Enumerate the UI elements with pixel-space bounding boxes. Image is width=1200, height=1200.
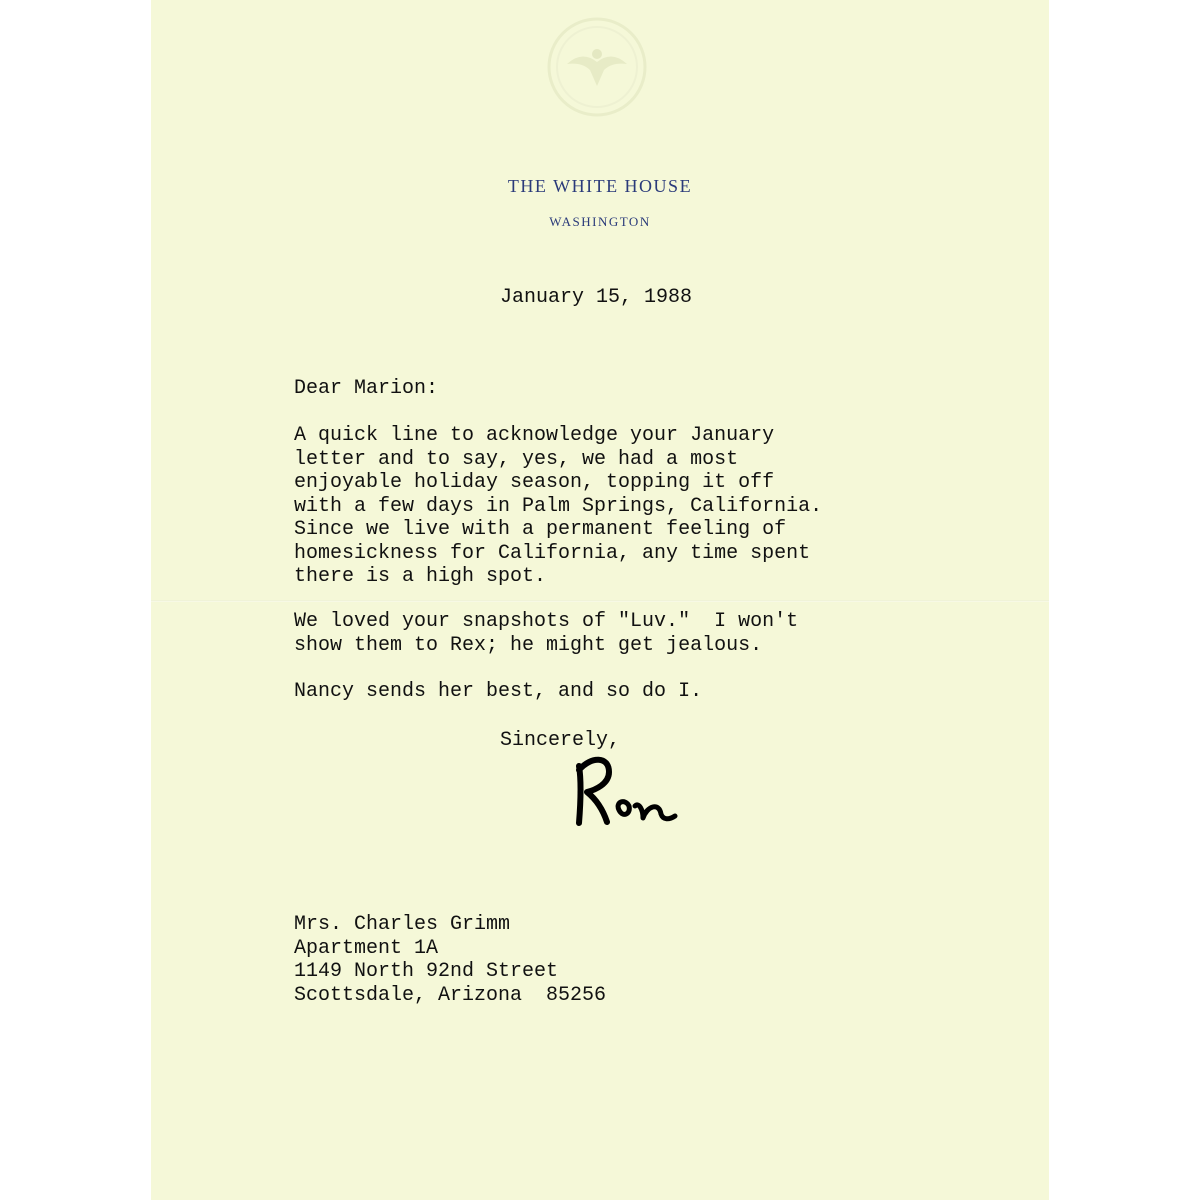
recipient-name: Mrs. Charles Grimm [294, 913, 511, 936]
letter-page [151, 0, 1049, 1200]
letterhead-title: THE WHITE HOUSE [507, 176, 693, 196]
recipient-street: 1149 North 92nd Street [294, 960, 559, 983]
letterhead-subtitle: WASHINGTON [549, 214, 651, 229]
signature [569, 748, 689, 838]
recipient-address [294, 913, 606, 1007]
paper-fold [151, 600, 1049, 602]
letter-date: January 15, 1988 [500, 286, 693, 309]
presidential-seal-icon [542, 12, 652, 122]
salutation: Dear Marion: [294, 377, 439, 400]
recipient-city-state-zip: Scottsdale, Arizona 85256 [294, 983, 607, 1007]
recipient-line2: Apartment 1A [294, 936, 439, 960]
body-paragraph-3: Nancy sends her best, and so do I. [294, 680, 703, 703]
body-paragraph-2: We loved your snapshots of "Luv." I won't show them to Rex; he might get jealous. [294, 610, 799, 657]
signature-icon [569, 748, 689, 838]
body-paragraph-1: A quick line to acknowledge your January letter and to say, yes, we had a most enjoyable holiday season, topping it off with a few days in Palm Springs, California. Since we live with a permanent feeling of homesickness for California, any time spent there is a high spot. [294, 424, 823, 588]
closing: Sincerely, [500, 729, 621, 752]
